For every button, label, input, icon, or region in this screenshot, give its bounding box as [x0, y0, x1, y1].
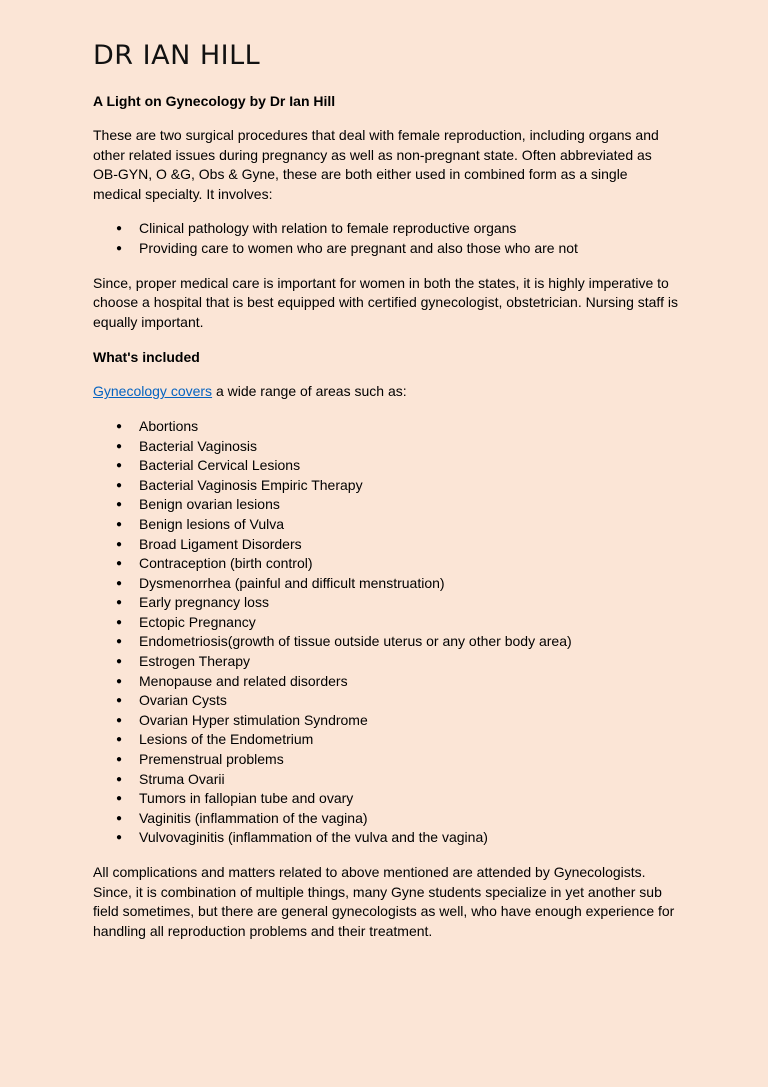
coverage-text: a wide range of areas such as: [212, 383, 407, 400]
bullet-icon: ● [116, 518, 123, 530]
gynecology-covers-link[interactable]: Gynecology covers [93, 383, 213, 400]
bullet-icon: ● [116, 656, 123, 668]
list-item [93, 239, 678, 259]
list-item-text: Benign lesions of Vulva [139, 515, 285, 532]
bullet-icon: ● [116, 695, 123, 707]
list-item-text: Benign ovarian lesions [139, 496, 280, 513]
bullet-icon: ● [116, 479, 123, 491]
list-item-text: Endometriosis(growth of tissue outside uterus or any other body area) [139, 633, 572, 650]
bullet-icon: ● [116, 538, 123, 550]
list-item [93, 613, 678, 633]
list-item [93, 495, 678, 515]
bullet-icon: ● [116, 714, 123, 726]
bullet-icon: ● [116, 242, 123, 254]
list-item [93, 691, 678, 711]
bullet-icon: ● [116, 577, 123, 589]
bullet-icon: ● [116, 223, 123, 235]
list-item [93, 770, 678, 790]
list-item [93, 417, 678, 437]
list-item [93, 574, 678, 594]
list-item [93, 535, 678, 555]
bullet-icon: ● [116, 675, 123, 687]
list-item [93, 828, 678, 848]
closing-paragraph: All complications and matters related to above mentioned are attended by Gynecologists. Since, it is combination of multiple things, many Gyne students specialize in yet another sub field sometimes, but there are general gynecologists as well, who have enough experience for handling all reproduction problems and their treatment. [93, 864, 675, 939]
list-item-text: Ovarian Cysts [139, 692, 227, 709]
list-item-text: Bacterial Cervical Lesions [139, 457, 301, 474]
list-item [93, 809, 678, 829]
list-item [93, 515, 678, 535]
list-item-text: Premenstrual problems [139, 751, 284, 768]
list-item [93, 219, 678, 239]
list-item-text: Bacterial Vaginosis [139, 437, 258, 454]
list-item [93, 711, 678, 731]
list-item [93, 456, 678, 476]
list-item-text: Ectopic Pregnancy [139, 613, 256, 630]
list-item-text: Clinical pathology with relation to female reproductive organs [139, 220, 517, 237]
areas-list [93, 417, 678, 848]
list-item [93, 672, 678, 692]
list-item [93, 789, 678, 809]
list-item [93, 476, 678, 496]
list-item-text: Ovarian Hyper stimulation Syndrome [139, 711, 368, 728]
list-item-text: Providing care to women who are pregnant and also those who are not [139, 239, 578, 256]
list-item [93, 652, 678, 672]
list-item-text: Dysmenorrhea (painful and difficult menstruation) [139, 574, 445, 591]
bullet-icon: ● [116, 793, 123, 805]
bullet-icon: ● [116, 420, 123, 432]
list-item-text: Bacterial Vaginosis Empiric Therapy [139, 476, 363, 493]
care-paragraph: Since, proper medical care is important for women in both the states, it is highly imperative to choose a hospital that is best equipped with certified gynecologist, obstetrician. Nursing staff is equally important. [93, 274, 678, 330]
bullet-icon: ● [116, 440, 123, 452]
list-item-text: Vulvovaginitis (inflammation of the vulva and the vagina) [139, 829, 488, 846]
list-item [93, 554, 678, 574]
bullet-icon: ● [116, 773, 123, 785]
section-heading: What's included [93, 349, 200, 366]
list-item-text: Struma Ovarii [139, 770, 225, 787]
list-item [93, 632, 678, 652]
bullet-icon: ● [116, 597, 123, 609]
bullet-icon: ● [116, 558, 123, 570]
intro-list [93, 219, 678, 258]
list-item-text: Lesions of the Endometrium [139, 731, 314, 748]
bullet-icon: ● [116, 832, 123, 844]
list-item-text: Tumors in fallopian tube and ovary [139, 790, 354, 807]
bullet-icon: ● [116, 460, 123, 472]
document-title: A Light on Gynecology by Dr Ian Hill [93, 93, 336, 109]
list-item [93, 437, 678, 457]
bullet-icon: ● [116, 616, 123, 628]
list-item-text: Early pregnancy loss [139, 594, 269, 611]
list-item [93, 593, 678, 613]
list-item-text: Broad Ligament Disorders [139, 535, 302, 552]
bullet-icon: ● [116, 734, 123, 746]
intro-paragraph: These are two surgical procedures that deal with female reproduction, including organs and other related issues during pregnancy as well as non-pregnant state. Often abbreviated as OB-GYN, O &G, Obs & Gyne, these are both either used in combined form as a single medical specialty. It involves: [93, 127, 659, 202]
bullet-icon: ● [116, 636, 123, 648]
bullet-icon: ● [116, 812, 123, 824]
coverage-paragraph [93, 382, 678, 402]
bullet-icon: ● [116, 499, 123, 511]
list-item-text: Menopause and related disorders [139, 672, 348, 689]
brand-header: DR IAN HILL [93, 40, 261, 71]
list-item-text: Estrogen Therapy [139, 653, 251, 670]
bullet-icon: ● [116, 754, 123, 766]
list-item-text: Vaginitis (inflammation of the vagina) [139, 809, 368, 826]
list-item-text: Abortions [139, 417, 199, 434]
list-item [93, 750, 678, 770]
list-item [93, 730, 678, 750]
list-item-text: Contraception (birth control) [139, 555, 313, 572]
